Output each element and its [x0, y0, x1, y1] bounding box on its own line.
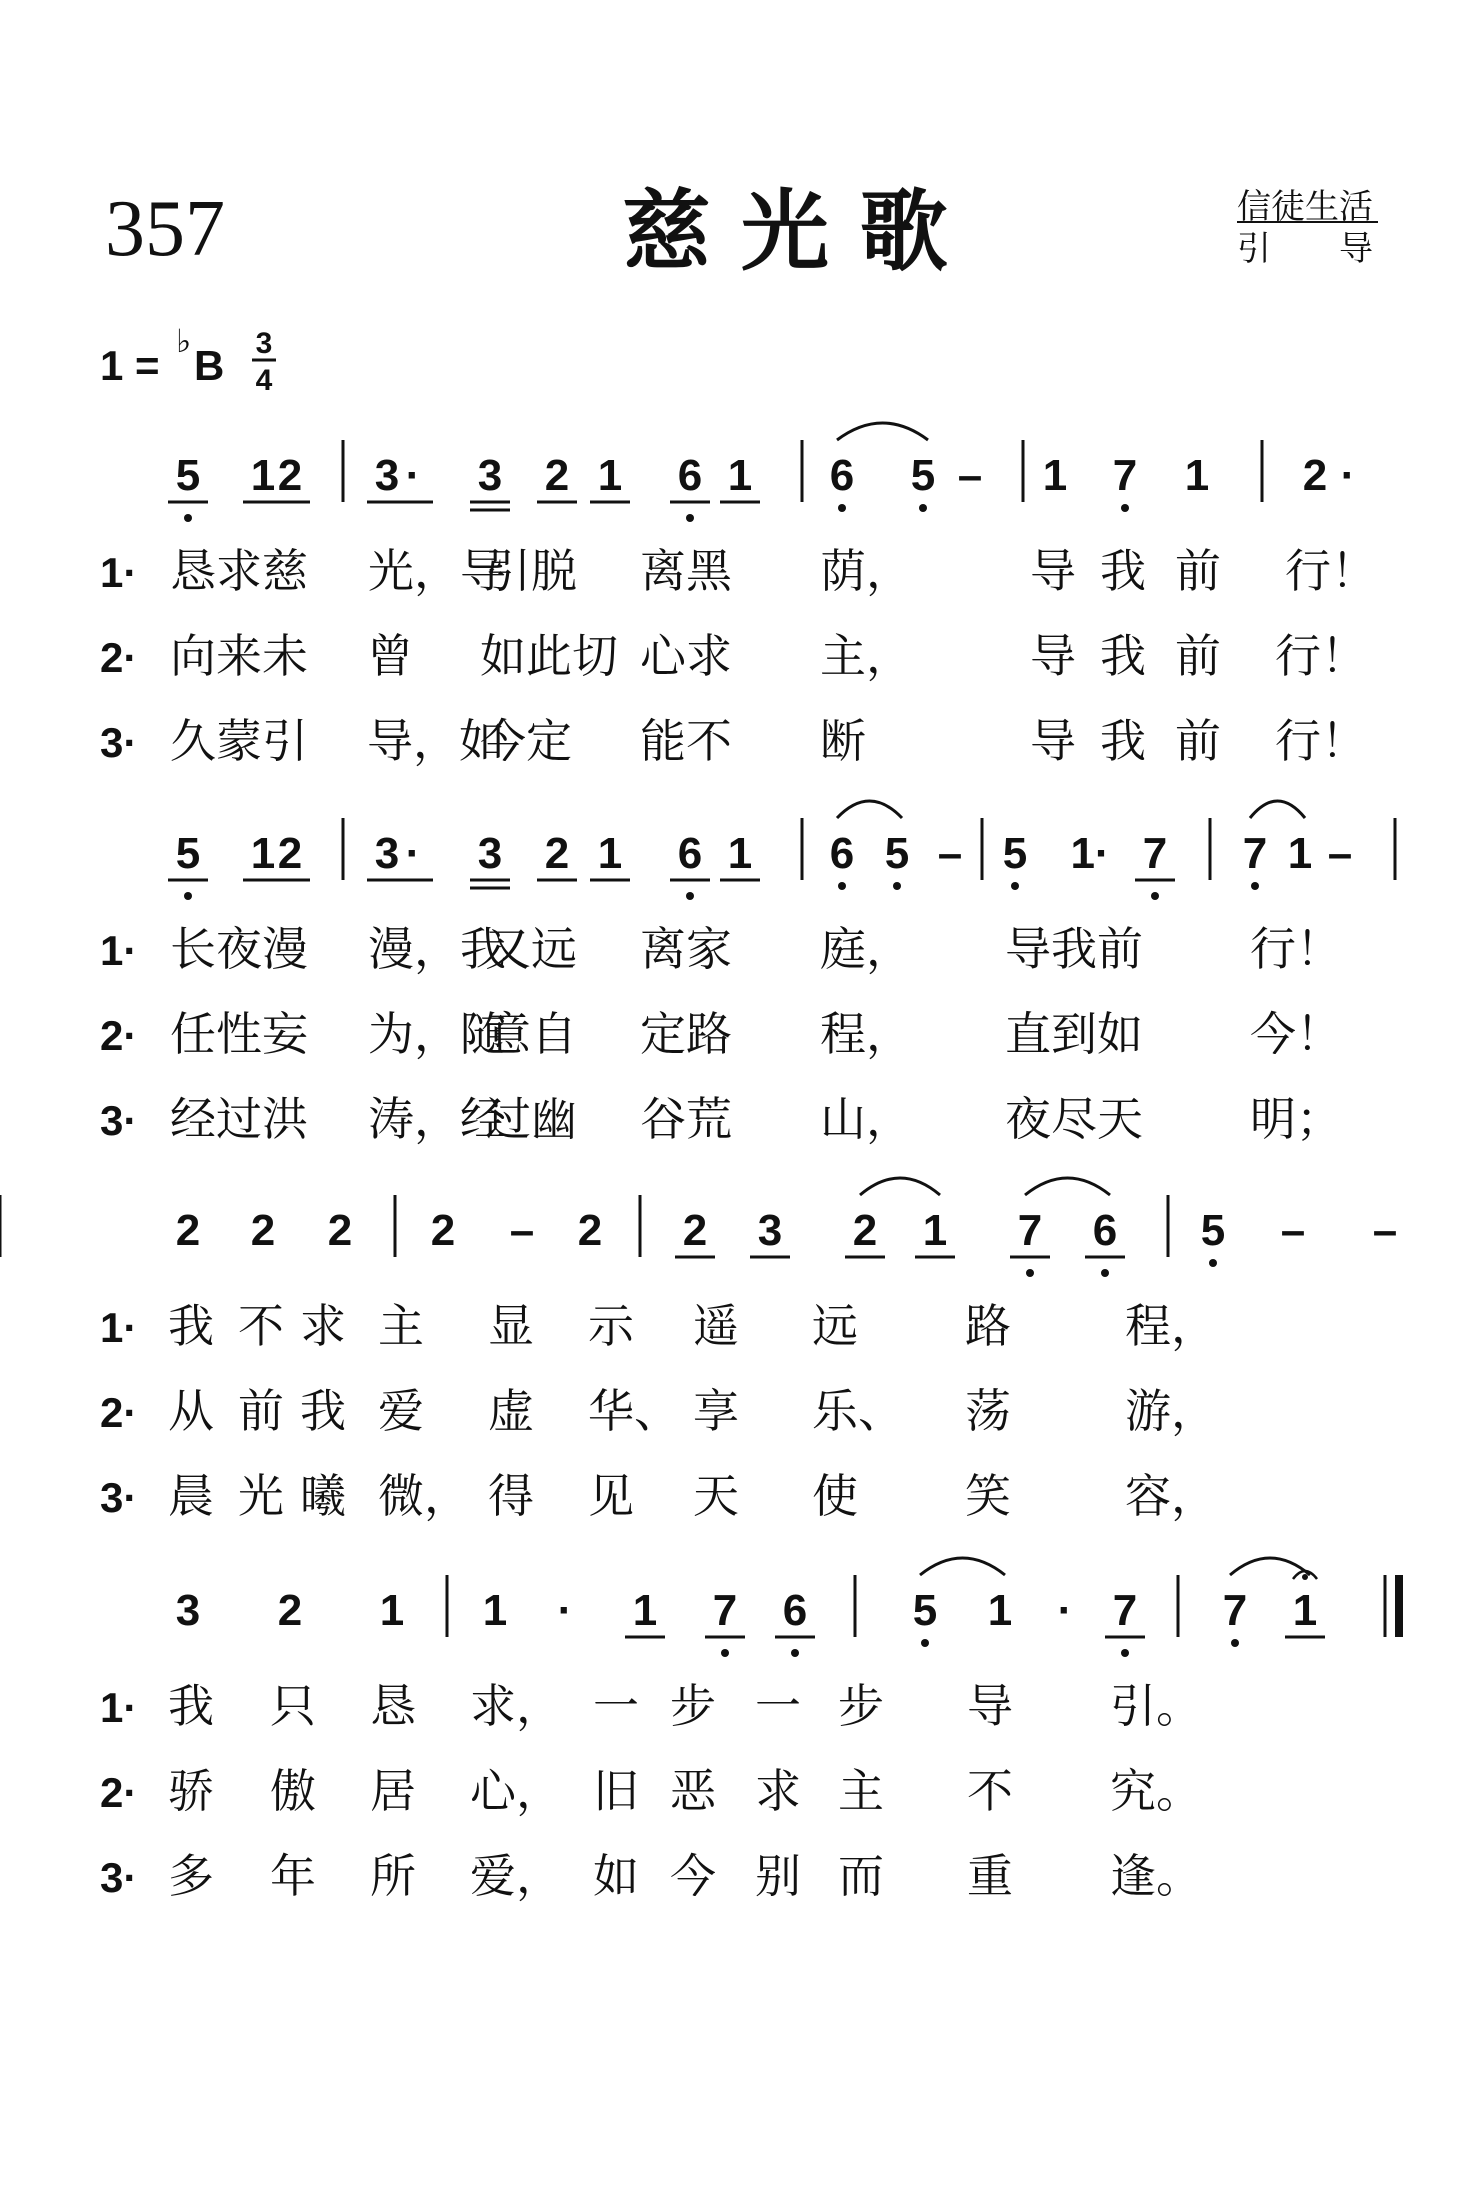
- lyric-syllable: 前: [1175, 544, 1221, 598]
- lyric-syllable: 我: [1100, 544, 1146, 598]
- lower-octave-dot: [1026, 1269, 1034, 1277]
- lyric-syllable: 爱: [378, 1384, 424, 1438]
- dash-extension: –: [1372, 1206, 1398, 1255]
- lyric-syllable: 逢。: [1110, 1849, 1202, 1903]
- tie-slur: [920, 1558, 1005, 1575]
- note: 6: [829, 451, 855, 500]
- lyric-syllable: 主: [378, 1299, 424, 1353]
- lyric-syllable: 求，: [470, 1679, 562, 1733]
- lyric-syllable: 恶: [670, 1764, 716, 1818]
- lower-octave-dot: [1121, 504, 1129, 512]
- lyric-syllable: 我: [168, 1299, 214, 1353]
- note: 2: [577, 1206, 603, 1255]
- note: 5: [175, 829, 201, 878]
- lyric-syllable: 明；: [1250, 1092, 1342, 1146]
- lyric-syllable: 前: [1175, 629, 1221, 683]
- note: 1: [727, 451, 753, 500]
- lyric-syllable: 不: [967, 1764, 1013, 1818]
- lyric-syllable: 导: [1030, 629, 1076, 683]
- tie-slur: [837, 423, 928, 440]
- lyric-syllable: 导: [1030, 544, 1076, 598]
- note: 3: [757, 1206, 783, 1255]
- note: 6: [677, 451, 703, 500]
- lyric-syllable: 恳求慈: [170, 544, 308, 598]
- lower-octave-dot: [1251, 882, 1259, 890]
- dash-extension: –: [957, 451, 983, 500]
- key-prefix: 1 =: [100, 342, 160, 389]
- note: 3: [374, 829, 400, 878]
- time-signature: [252, 327, 276, 397]
- credit-line-2: 引 导: [1237, 229, 1373, 269]
- lower-octave-dot: [184, 514, 192, 522]
- lyric-syllable: 求: [755, 1764, 801, 1818]
- lyric-syllable: 旧: [593, 1764, 639, 1818]
- lyric-syllable: 只: [270, 1679, 316, 1733]
- lyric-syllable: 我: [1100, 714, 1146, 768]
- lyric-syllable: 一: [593, 1679, 639, 1733]
- lyric-syllable: 笑: [965, 1469, 1011, 1523]
- lyric-syllable: 意自: [485, 1007, 577, 1061]
- lyric-syllable: 前: [1175, 714, 1221, 768]
- dash-extension: –: [1280, 1206, 1306, 1255]
- verse-number: 3·: [100, 1474, 138, 1521]
- note: 1: [379, 1586, 405, 1635]
- lower-octave-dot: [1011, 882, 1019, 890]
- lyric-syllable: 主，: [820, 629, 912, 683]
- lyric-syllable: 定路: [640, 1007, 732, 1061]
- lower-octave-dot: [893, 882, 901, 890]
- lower-octave-dot: [721, 1649, 729, 1657]
- lyric-syllable: 别: [755, 1849, 801, 1903]
- lyric-syllable: 骄: [168, 1764, 214, 1818]
- note: 5: [1002, 829, 1028, 878]
- lyric-syllable: 爱，: [470, 1849, 562, 1903]
- lyric-syllable: 断: [820, 714, 866, 768]
- lower-octave-dot: [184, 892, 192, 900]
- note: 3: [477, 829, 503, 878]
- note: 5: [175, 451, 201, 500]
- note: 1·: [1070, 829, 1110, 878]
- note: 1: [727, 829, 753, 878]
- lyric-syllable: 荫，: [820, 544, 912, 598]
- lyric-syllable: 我: [300, 1384, 346, 1438]
- verse-number: 2·: [100, 634, 138, 681]
- lyric-syllable: 任性妄: [170, 1007, 308, 1061]
- note: 7: [1112, 451, 1138, 500]
- note: 2: [277, 829, 303, 878]
- dash-extension: –: [509, 1206, 535, 1255]
- lyric-syllable: 导: [967, 1679, 1013, 1733]
- hymn-number: 357: [105, 185, 225, 273]
- note: 1: [250, 451, 276, 500]
- note: 2: [544, 829, 570, 878]
- note: 1: [482, 1586, 508, 1635]
- music-systems: [0, 423, 1399, 1903]
- lyric-syllable: 长夜漫: [170, 922, 308, 976]
- key-signature: [100, 323, 224, 389]
- verse-number: 1·: [100, 927, 138, 974]
- lower-octave-dot: [921, 1639, 929, 1647]
- lower-octave-dot: [919, 504, 927, 512]
- verse-number: 3·: [100, 719, 138, 766]
- lyric-syllable: 庭，: [820, 922, 912, 976]
- lyric-syllable: 今！: [1250, 1007, 1342, 1061]
- note: 1: [632, 1586, 658, 1635]
- lyric-syllable: 涛，经: [368, 1092, 506, 1146]
- flat-sign: ♭: [176, 323, 192, 359]
- note: 7: [712, 1586, 738, 1635]
- lyric-syllable: 漫，我: [368, 922, 506, 976]
- lyric-syllable: 微，: [378, 1469, 470, 1523]
- lyric-syllable: 多: [168, 1849, 214, 1903]
- lyric-syllable: 我: [1100, 629, 1146, 683]
- verse-number: 3·: [100, 1097, 138, 1144]
- lyric-syllable: 容，: [1125, 1469, 1217, 1523]
- lyric-syllable: 不: [238, 1299, 284, 1353]
- lyric-syllable: 华、: [588, 1384, 680, 1438]
- lyric-syllable: 离黑: [640, 544, 732, 598]
- tie-slur: [837, 801, 902, 818]
- lyric-syllable: 经过洪: [170, 1092, 308, 1146]
- lower-octave-dot: [791, 1649, 799, 1657]
- lyric-syllable: 步: [838, 1679, 884, 1733]
- verse-number: 3·: [100, 1854, 138, 1901]
- note: 1: [987, 1586, 1013, 1635]
- dot-extension: ·: [557, 1586, 573, 1635]
- lyric-syllable: 久蒙引: [170, 714, 308, 768]
- lyric-syllable: 行！: [1275, 629, 1367, 683]
- lyric-syllable: 引。: [1110, 1679, 1202, 1733]
- verse-number: 2·: [100, 1769, 138, 1816]
- lyric-syllable: 直到如: [1005, 1007, 1143, 1061]
- lower-octave-dot: [1101, 1269, 1109, 1277]
- dot-extension: ·: [1340, 451, 1356, 500]
- system-1: [100, 423, 1377, 768]
- lyric-syllable: 光，导: [368, 544, 506, 598]
- dot-extension: ·: [405, 829, 421, 878]
- lyric-syllable: 如此切: [480, 629, 618, 683]
- dot-extension: ·: [405, 451, 421, 500]
- lyric-syllable: 见: [588, 1469, 634, 1523]
- note: 2: [1302, 451, 1328, 500]
- lower-octave-dot: [1121, 1649, 1129, 1657]
- time-bottom: 4: [255, 364, 273, 397]
- lyric-syllable: 虚: [488, 1384, 534, 1438]
- lyric-syllable: 引脱: [485, 544, 577, 598]
- lyric-syllable: 天: [693, 1469, 739, 1523]
- lyric-syllable: 曾: [367, 629, 413, 683]
- lyric-syllable: 行！: [1285, 544, 1377, 598]
- system-3: [0, 1178, 1397, 1523]
- lower-octave-dot: [838, 882, 846, 890]
- note: 5: [1200, 1206, 1226, 1255]
- lyric-syllable: 离家: [640, 922, 732, 976]
- note: 6: [677, 829, 703, 878]
- lyric-syllable: 主: [838, 1764, 884, 1818]
- lyric-syllable: 如: [593, 1849, 639, 1903]
- lyric-syllable: 步: [670, 1679, 716, 1733]
- verse-number: 1·: [100, 1304, 138, 1351]
- system-2: [100, 801, 1395, 1146]
- lyric-syllable: 夜尽天: [1005, 1092, 1143, 1146]
- note: 1: [1184, 451, 1210, 500]
- verse-number: 2·: [100, 1012, 138, 1059]
- verse-number: 1·: [100, 1684, 138, 1731]
- note: 6: [829, 829, 855, 878]
- verse-number: 2·: [100, 1389, 138, 1436]
- lyric-syllable: 导我前: [1005, 922, 1143, 976]
- lyric-syllable: 导，如: [367, 714, 505, 768]
- lyric-syllable: 谷荒: [640, 1092, 732, 1146]
- lyric-syllable: 光: [238, 1469, 284, 1523]
- note: 2: [327, 1206, 353, 1255]
- lyric-syllable: 行！: [1250, 922, 1342, 976]
- note: 5: [884, 829, 910, 878]
- note: 2: [277, 451, 303, 500]
- lyric-syllable: 荡: [965, 1384, 1011, 1438]
- lyric-syllable: 而: [838, 1849, 884, 1903]
- lyric-syllable: 曦: [300, 1469, 346, 1523]
- lyric-syllable: 今定: [480, 714, 572, 768]
- note: 1: [922, 1206, 948, 1255]
- lyric-syllable: 导: [1030, 714, 1076, 768]
- note: 6: [782, 1586, 808, 1635]
- lower-octave-dot: [686, 892, 694, 900]
- dash-extension: –: [937, 829, 963, 878]
- note: 1: [1292, 1586, 1318, 1635]
- lyric-syllable: 恳: [370, 1679, 416, 1733]
- lyric-syllable: 所: [370, 1849, 416, 1903]
- lyric-syllable: 使: [812, 1469, 858, 1523]
- note: 2: [430, 1206, 456, 1255]
- lyric-syllable: 游，: [1125, 1384, 1217, 1438]
- lyric-syllable: 年: [270, 1849, 316, 1903]
- lyric-syllable: 程，: [1125, 1299, 1217, 1353]
- lyric-syllable: 山，: [820, 1092, 912, 1146]
- note: 7: [1017, 1206, 1043, 1255]
- note: 7: [1242, 829, 1268, 878]
- lyric-syllable: 能不: [640, 714, 732, 768]
- note: 3: [374, 451, 400, 500]
- note: 7: [1142, 829, 1168, 878]
- lyric-syllable: 显: [488, 1299, 534, 1353]
- lower-octave-dot: [1231, 1639, 1239, 1647]
- fermata-dot: [1302, 1574, 1308, 1580]
- lyric-syllable: 为，随: [368, 1007, 506, 1061]
- lyric-syllable: 行！: [1275, 714, 1367, 768]
- lyric-syllable: 示: [588, 1299, 634, 1353]
- lyric-syllable: 又远: [485, 922, 577, 976]
- note: 7: [1112, 1586, 1138, 1635]
- lyric-syllable: 乐、: [812, 1384, 904, 1438]
- note: 7: [1222, 1586, 1248, 1635]
- lyric-syllable: 享: [693, 1384, 739, 1438]
- lyric-syllable: 求: [300, 1299, 346, 1353]
- note: 1: [250, 829, 276, 878]
- note: 2: [250, 1206, 276, 1255]
- lower-octave-dot: [686, 514, 694, 522]
- lyric-syllable: 傲: [270, 1764, 316, 1818]
- note: 1: [1042, 451, 1068, 500]
- credit-line-1: 信徒生活: [1237, 187, 1373, 227]
- lyric-syllable: 遥: [693, 1299, 739, 1353]
- lyric-syllable: 心，: [470, 1764, 562, 1818]
- lyric-syllable: 从: [168, 1384, 214, 1438]
- dot-extension: ·: [1057, 1586, 1073, 1635]
- lyric-syllable: 晨: [168, 1469, 214, 1523]
- hymn-title: 慈 光 歌: [622, 180, 948, 283]
- lyric-syllable: 路: [965, 1299, 1011, 1353]
- verse-number: 1·: [100, 549, 138, 596]
- lyric-syllable: 居: [370, 1764, 416, 1818]
- lyric-syllable: 心求: [640, 629, 732, 683]
- note: 2: [175, 1206, 201, 1255]
- note: 6: [1092, 1206, 1118, 1255]
- lyric-syllable: 得: [488, 1469, 534, 1523]
- key-letter: B: [194, 342, 225, 389]
- note: 2: [277, 1586, 303, 1635]
- system-4: [100, 1558, 1399, 1903]
- lyric-syllable: 向来未: [170, 629, 308, 683]
- lower-octave-dot: [838, 504, 846, 512]
- lyric-syllable: 重: [967, 1849, 1013, 1903]
- lyric-syllable: 今: [670, 1849, 716, 1903]
- dash-extension: –: [1327, 829, 1353, 878]
- note: 1: [597, 451, 623, 500]
- note: 3: [175, 1586, 201, 1635]
- tie-slur: [1025, 1178, 1110, 1195]
- note: 2: [544, 451, 570, 500]
- note: 1: [1287, 829, 1313, 878]
- lyric-syllable: 我: [168, 1679, 214, 1733]
- lyric-syllable: 远: [812, 1299, 858, 1353]
- lyric-syllable: 究。: [1110, 1764, 1202, 1818]
- note: 2: [852, 1206, 878, 1255]
- lyric-syllable: 程，: [820, 1007, 912, 1061]
- note: 1: [597, 829, 623, 878]
- time-top: 3: [255, 327, 273, 360]
- lyric-syllable: 前: [238, 1384, 284, 1438]
- note: 3: [477, 451, 503, 500]
- tie-slur: [860, 1178, 940, 1195]
- lyric-syllable: 一: [755, 1679, 801, 1733]
- tie-slur: [1250, 801, 1305, 818]
- note: 5: [912, 1586, 938, 1635]
- lower-octave-dot: [1151, 892, 1159, 900]
- note: 2: [682, 1206, 708, 1255]
- note: 5: [910, 451, 936, 500]
- lyric-syllable: 过幽: [485, 1092, 577, 1146]
- lower-octave-dot: [1209, 1259, 1217, 1267]
